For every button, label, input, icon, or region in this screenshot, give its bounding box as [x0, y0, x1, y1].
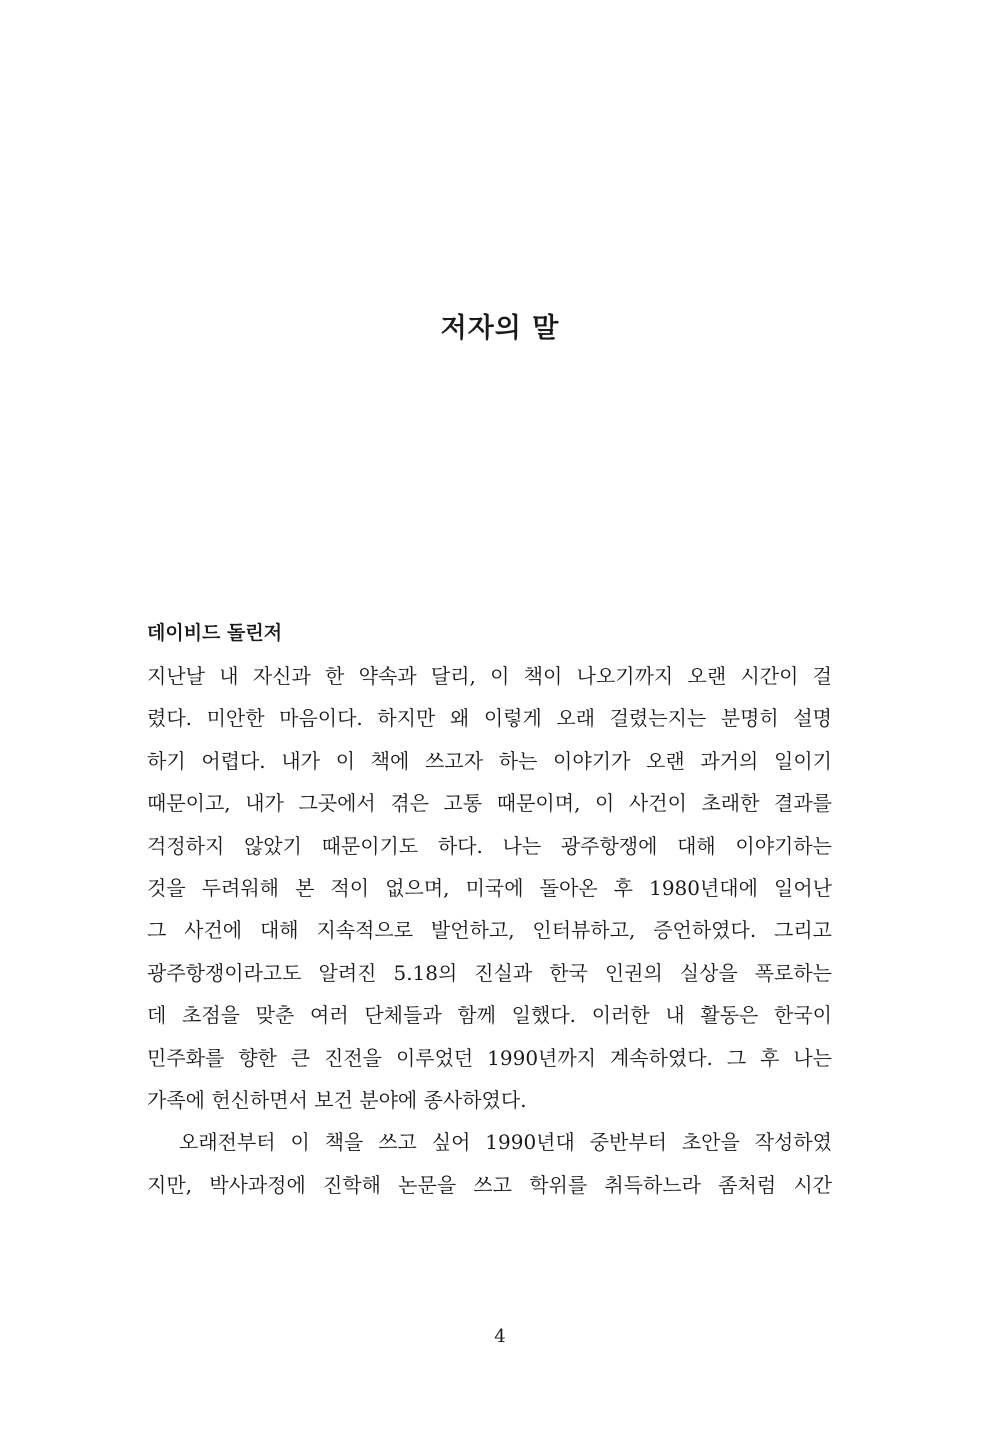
- text-line: 가족에 헌신하면서 보건 분야에 종사하였다.: [147, 1087, 527, 1112]
- text-line: 광주항쟁이라고도 알려진 5.18의 진실과 한국 인권의 실상을 폭로하는: [147, 960, 832, 985]
- text-line: 렸다. 미안한 마음이다. 하지만 왜 이렇게 오래 걸렸는지는 분명히 설명: [147, 706, 832, 731]
- author-name: 데이비드 돌린저: [147, 622, 283, 644]
- paragraph: [147, 1121, 832, 1206]
- text-line: 하기 어렵다. 내가 이 책에 쓰고자 하는 이야기가 오랜 과거의 일이기: [147, 748, 832, 773]
- text-line: 지난날 내 자신과 한 약속과 달리, 이 책이 나오기까지 오랜 시간이 걸: [147, 664, 832, 688]
- body-text: [147, 655, 832, 1206]
- text-line: 민주화를 향한 큰 진전을 이루었던 1990년까지 계속하였다. 그 후 나는: [147, 1045, 832, 1070]
- text-line: 그 사건에 대해 지속적으로 발언하고, 인터뷰하고, 증언하였다. 그리고: [147, 918, 832, 943]
- text-line: 지만, 박사과정에 진학해 논문을 쓰고 학위를 취득하느라 좀처럼 시간: [147, 1172, 832, 1197]
- page-title: 저자의 말: [440, 313, 560, 344]
- text-line: 데 초점을 맞춘 여러 단체들과 함께 일했다. 이러한 내 활동은 한국이: [147, 1003, 832, 1028]
- text-line: 것을 두려워해 본 적이 없으며, 미국에 돌아온 후 1980년대에 일어난: [147, 875, 832, 900]
- text-line: 걱정하지 않았기 때문이기도 하다. 나는 광주항쟁에 대해 이야기하는: [147, 833, 832, 858]
- text-line: 오래전부터 이 책을 쓰고 싶어 1990년대 중반부터 초안을 작성하였: [179, 1130, 832, 1155]
- paragraph: [147, 655, 832, 1121]
- text-line: 때문이고, 내가 그곳에서 겪은 고통 때문이며, 이 사건이 초래한 결과를: [147, 791, 832, 816]
- page-number: 4: [494, 1326, 506, 1347]
